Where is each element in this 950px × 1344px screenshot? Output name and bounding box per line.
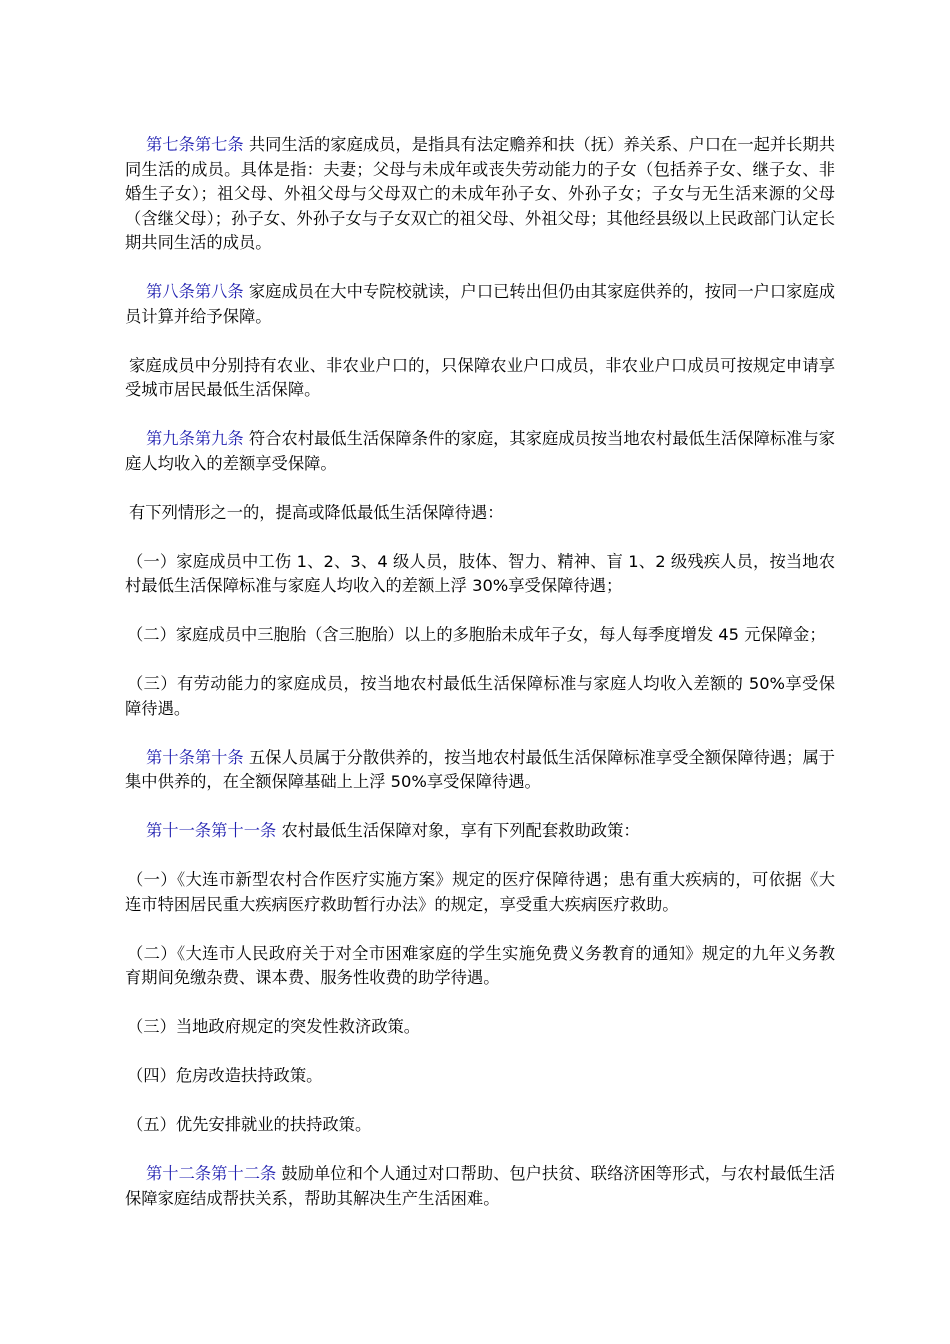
- list-item: [125, 1064, 835, 1089]
- paragraph-article-11: [125, 819, 835, 844]
- paragraph-text: （四）危房改造扶持政策。: [127, 1066, 323, 1085]
- article-heading: 第七条第七条: [146, 135, 244, 154]
- list-item: [125, 672, 835, 721]
- paragraph-text: （一）《大连市新型农村合作医疗实施方案》规定的医疗保障待遇；患有重大疾病的，可依据《大连市特困居民重大疾病医疗救助暂行办法》的规定，享受重大疾病医疗救助。: [125, 870, 835, 914]
- paragraph-text: 农村最低生活保障对象，享有下列配套救助政策：: [276, 821, 640, 840]
- list-item: [125, 942, 835, 991]
- paragraph-text: 符合农村最低生活保障条件的家庭，其家庭成员按当地农村最低生活保障标准与家庭人均收入的差额享受保障。: [125, 429, 836, 473]
- list-item: [125, 1015, 835, 1040]
- paragraph-text: 五保人员属于分散供养的，按当地农村最低生活保障标准享受全额保障待遇；属于集中供养的，在全额保障基础上上浮 50%享受保障待遇。: [125, 747, 836, 791]
- paragraph-text: （二）家庭成员中三胞胎（含三胞胎）以上的多胞胎未成年子女，每人每季度增发 45 元保障金；: [127, 625, 826, 644]
- paragraph-text: （三）有劳动能力的家庭成员，按当地农村最低生活保障标准与家庭人均收入差额的 50%享受保障待遇。: [125, 674, 835, 718]
- list-item: [125, 1113, 835, 1138]
- paragraph-text: 鼓励单位和个人通过对口帮助、包户扶贫、联络济困等形式，与农村最低生活保障家庭结成帮扶关系，帮助其解决生产生活困难。: [125, 1164, 836, 1208]
- paragraph-text: 家庭成员中分别持有农业、非农业户口的，只保障农业户口成员，非农业户口成员可按规定申请享受城市居民最低生活保障。: [125, 355, 835, 399]
- paragraph: [125, 354, 835, 403]
- paragraph-article-8: [125, 280, 835, 329]
- paragraph-article-12: [125, 1162, 835, 1211]
- paragraph-text: （三）当地政府规定的突发性救济政策。: [127, 1017, 421, 1036]
- list-item: [125, 550, 835, 599]
- paragraph-article-9: [125, 427, 835, 476]
- article-heading: 第十条第十条: [146, 747, 244, 767]
- paragraph-text: 家庭成员在大中专院校就读，户口已转出但仍由其家庭供养的，按同一户口家庭成员计算并给予保障。: [125, 282, 836, 326]
- list-item: [125, 623, 835, 648]
- paragraph-text: （五）优先安排就业的扶持政策。: [127, 1115, 372, 1134]
- paragraph-text: 有下列情形之一的，提高或降低最低生活保障待遇：: [129, 502, 504, 522]
- paragraph-text: （一）家庭成员中工伤 1、2、3、4 级人员，肢体、智力、精神、盲 1、2 级残疾人员，按当地农村最低生活保障标准与家庭人均收入的差额上浮 30%享受保障待遇；: [125, 551, 835, 595]
- paragraph: [125, 501, 835, 526]
- article-heading: 第九条第九条: [146, 429, 244, 448]
- article-heading: 第十一条第十一条: [146, 821, 277, 840]
- article-heading: 第八条第八条: [146, 282, 244, 301]
- paragraph-text: 共同生活的家庭成员，是指具有法定赡养和扶（抚）养关系、户口在一起并长期共同生活的成员。具体是指：夫妻；父母与未成年或丧失劳动能力的子女（包括养子女、继子女、非婚生子女）；祖父母、外祖父母与父母双亡的未成年孙子女、外孙子女；子女与无生活来源的父母（含继父母）；孙子女、外孙子女与子女双亡的祖父母、外祖父母；其他经县级以上民政部门认定长期共同生活的成员。: [125, 135, 836, 252]
- paragraph-text: （二）《大连市人民政府关于对全市困难家庭的学生实施免费义务教育的通知》规定的九年义务教育期间免缴杂费、课本费、服务性收费的助学待遇。: [125, 943, 835, 987]
- paragraph-article-7: [125, 133, 835, 256]
- article-heading: 第十二条第十二条: [146, 1164, 277, 1183]
- list-item: [125, 868, 835, 917]
- document-body: [125, 133, 835, 1236]
- paragraph-article-10: [125, 746, 835, 795]
